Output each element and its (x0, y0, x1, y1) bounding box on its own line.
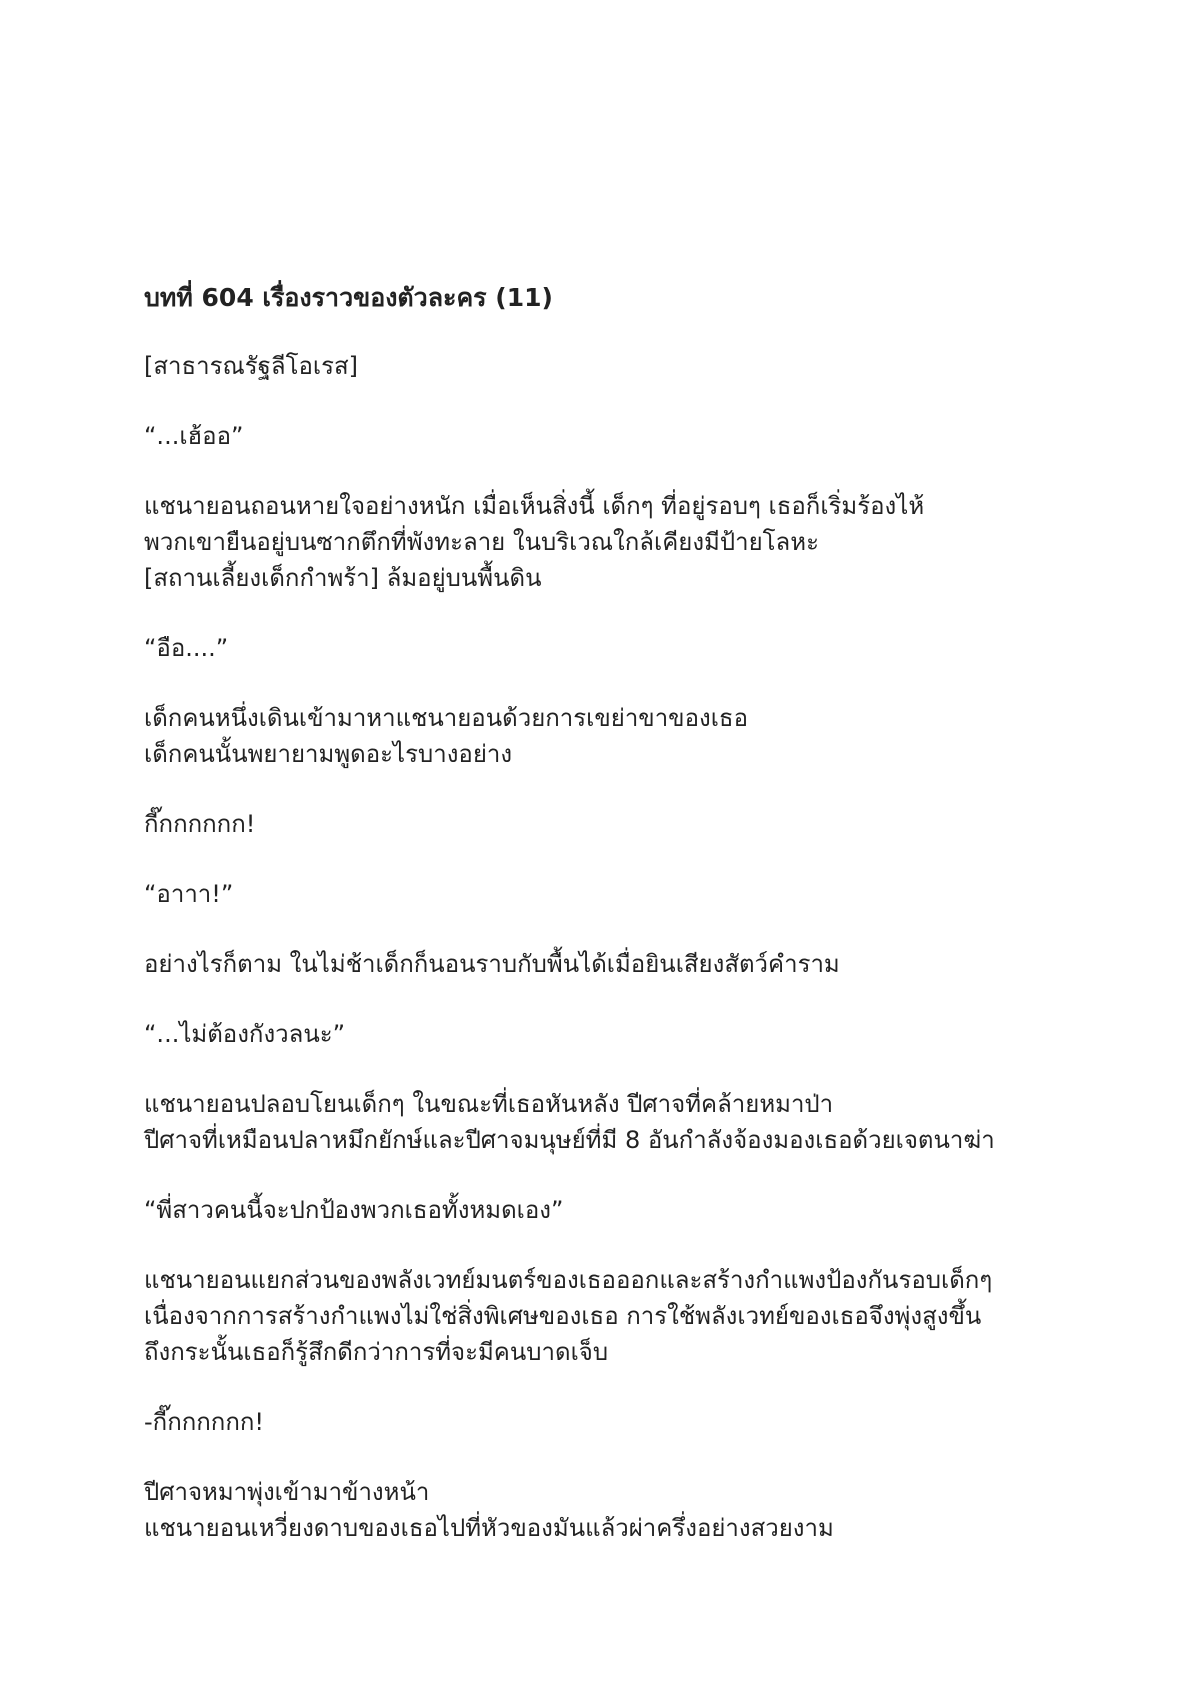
paragraph-location: [สาธารณรัฐลีโอเรส] (144, 352, 359, 380)
paragraph-narration-2: เด็กคนหนึ่งเดินเข้ามาหาแชนายอนด้วยการเขย่าขาของเธอ เด็กคนนั้นพยายามพูดอะไรบางอย่าง (144, 704, 748, 768)
paragraph-scream: “อาาา!” (144, 880, 234, 908)
paragraph-narration-5: แชนายอนแยกส่วนของพลังเวทย์มนตร์ของเธอออกและสร้างกำแพงป้องกันรอบเด็กๆ เนื่องจากการสร้างกำแพงไม่ใช่สิ่งพิเศษของเธอ การใช้พลังเวทย์ของเธอจึงพุ่งสูงขึ้น ถึงกระนั้นเธอก็รู้สึกดีกว่าการที่จะมีคนบาดเจ็บ (144, 1266, 993, 1366)
chapter-title: บทที่ 604 เรื่องราวของตัวละคร (11) (144, 283, 553, 312)
paragraph-sigh: “...เฮ้ออ” (144, 422, 244, 450)
paragraph-roar-2: -กี๊กกกกกก! (144, 1408, 264, 1436)
document-page (144, 280, 1104, 1580)
paragraph-roar-1: กี๊กกกกกก! (144, 810, 256, 838)
paragraph-narration-3: อย่างไรก็ตาม ในไม่ช้าเด็กก็นอนราบกับพื้นได้เมื่อยินเสียงสัตว์คำราม (144, 950, 840, 978)
paragraph-reassure: “...ไม่ต้องกังวลนะ” (144, 1020, 346, 1048)
paragraph-narration-4: แชนายอนปลอบโยนเด็กๆ ในขณะที่เธอหันหลัง ปีศาจที่คล้ายหมาป่า ปีศาจที่เหมือนปลาหมึกยักษ์และปีศาจมนุษย์ที่มี 8 อันกำลังจ้องมองเธอด้วยเจตนาฆ่า (144, 1090, 995, 1154)
paragraph-child-cry: “อือ....” (144, 634, 229, 662)
paragraph-narration-6: ปีศาจหมาพุ่งเข้ามาข้างหน้า แชนายอนเหวี่ยงดาบของเธอไปที่หัวของมันแล้วผ่าครึ่งอย่างสวยงาม (144, 1478, 834, 1542)
paragraph-narration-1: แชนายอนถอนหายใจอย่างหนัก เมื่อเห็นสิ่งนี้ เด็กๆ ที่อยู่รอบๆ เธอก็เริ่มร้องไห้ พวกเขายืนอยู่บนซากตึกที่พังทะลาย ในบริเวณใกล้เคียงมีป้ายโลหะ [สถานเลี้ยงเด็กกำพร้า] ล้มอยู่บนพื้นดิน (144, 492, 925, 592)
paragraph-promise: “พี่สาวคนนี้จะปกป้องพวกเธอทั้งหมดเอง” (144, 1196, 564, 1224)
